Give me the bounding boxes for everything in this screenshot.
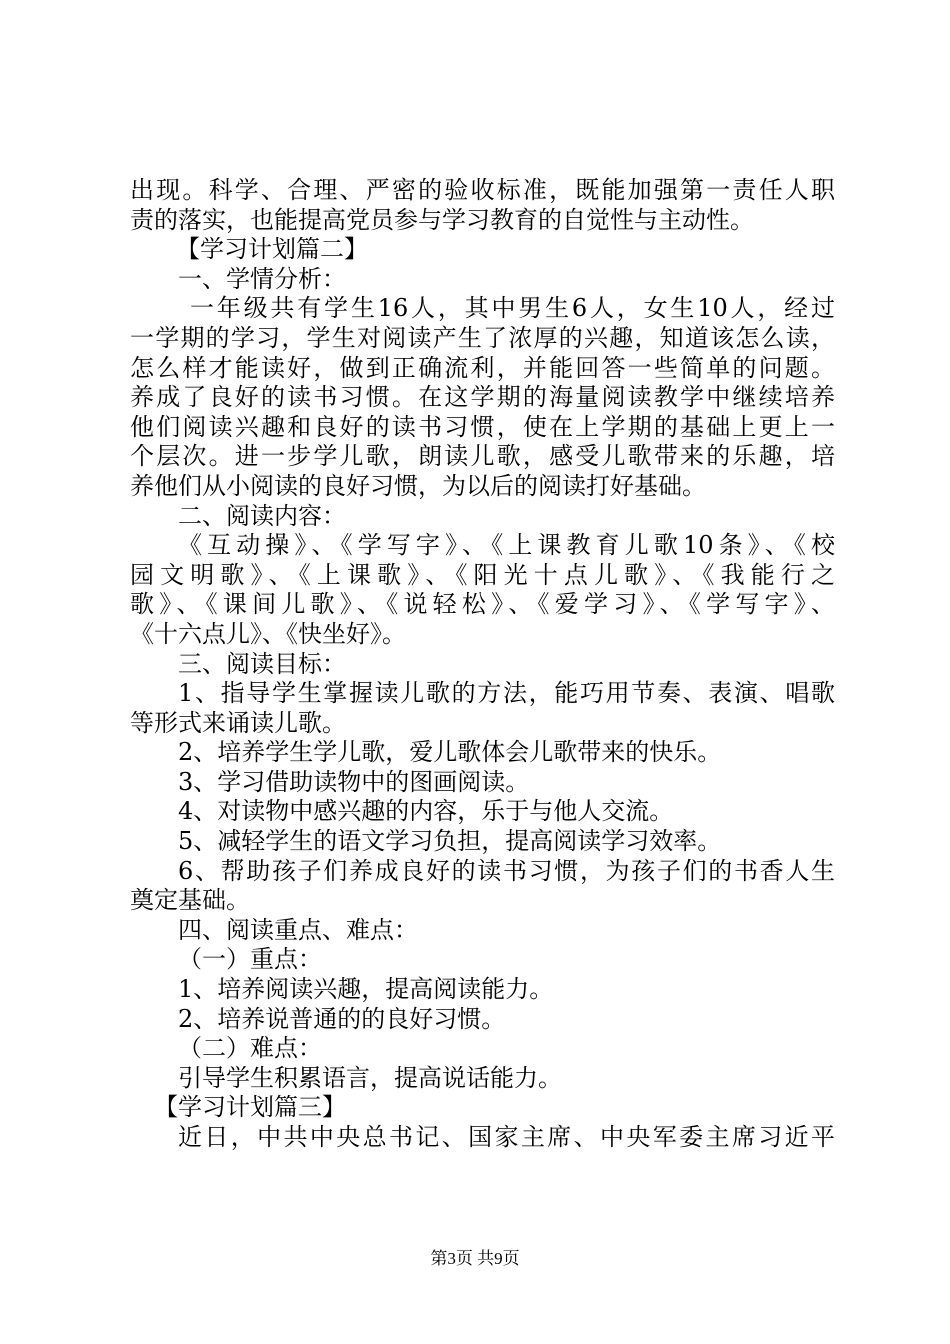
paragraph-line: 《互动操》、《学写字》、《上课教育儿歌10条》、《校 [178, 531, 835, 560]
page-footer: 第3页 共9页 [430, 1249, 520, 1268]
paragraph-line: 他们阅读兴趣和良好的读书习惯，使在上学期的基础上更上一 [130, 412, 835, 441]
list-item: 4、对读物中感兴趣的内容，乐于与他人交流。 [178, 797, 674, 826]
paragraph-line: 个层次。进一步学儿歌，朗读儿歌，感受儿歌带来的乐趣，培 [130, 442, 835, 471]
section-subheading: 三、阅读目标： [178, 649, 346, 678]
subsection-heading: （二）难点： [178, 1034, 322, 1063]
paragraph-line: 近日，中共中央总书记、国家主席、中央军委主席习近平 [178, 1123, 835, 1151]
list-item: 3、学习借助读物中的图画阅读。 [178, 767, 530, 796]
section-subheading: 一、学情分析： [178, 264, 346, 293]
subsection-heading: （一）重点： [178, 945, 322, 974]
paragraph-line: 《十六点儿》、《快坐好》。 [130, 619, 406, 648]
document-body [130, 176, 835, 1153]
paragraph-line: 一学期的学习，学生对阅读产生了浓厚的兴趣，知道该怎么读， [130, 323, 835, 352]
list-item: 6、帮助孩子们养成良好的读书习惯，为孩子们的书香人生 [178, 856, 835, 885]
section-heading: 【学习计划篇二】 [176, 235, 368, 264]
list-item: 1、指导学生掌握读儿歌的方法，能巧用节奏、表演、唱歌 [178, 679, 835, 708]
paragraph-line: 怎么样才能读好，做到正确流利，并能回答一些简单的问题。 [130, 353, 835, 382]
list-item: 2、培养学生学儿歌，爱儿歌体会儿歌带来的快乐。 [178, 738, 722, 767]
paragraph-line: 养成了良好的读书习惯。在这学期的海量阅读教学中继续培养 [130, 383, 835, 412]
list-item-continuation: 等形式来诵读儿歌。 [130, 708, 346, 737]
section-subheading: 四、阅读重点、难点： [178, 915, 418, 944]
paragraph-line: 责的落实，也能提高党员参与学习教育的自觉性与主动性。 [130, 205, 754, 234]
list-item: 1、培养阅读兴趣，提高阅读能力。 [178, 975, 554, 1004]
paragraph-line: 养他们从小阅读的良好习惯，为以后的阅读打好基础。 [130, 471, 706, 500]
paragraph-line: 出现。科学、合理、严密的验收标准，既能加强第一责任人职 [130, 176, 835, 204]
paragraph-line: 引导学生积累语言，提高说话能力。 [178, 1063, 562, 1092]
section-heading: 【学习计划篇三】 [154, 1093, 346, 1122]
paragraph-line: 园文明歌》、《上课歌》、《阳光十点儿歌》、《我能行之 [130, 560, 835, 589]
section-subheading: 二、阅读内容： [178, 501, 346, 530]
paragraph-line: 一年级共有学生16人，其中男生6人，女生10人，经过 [190, 294, 835, 323]
paragraph-line: 歌》、《课间儿歌》、《说轻松》、《爱学习》、《学写字》、 [130, 590, 835, 619]
list-item: 2、培养说普通的的良好习惯。 [178, 1004, 506, 1033]
list-item-continuation: 奠定基础。 [130, 886, 250, 915]
list-item: 5、减轻学生的语文学习负担，提高阅读学习效率。 [178, 827, 722, 856]
